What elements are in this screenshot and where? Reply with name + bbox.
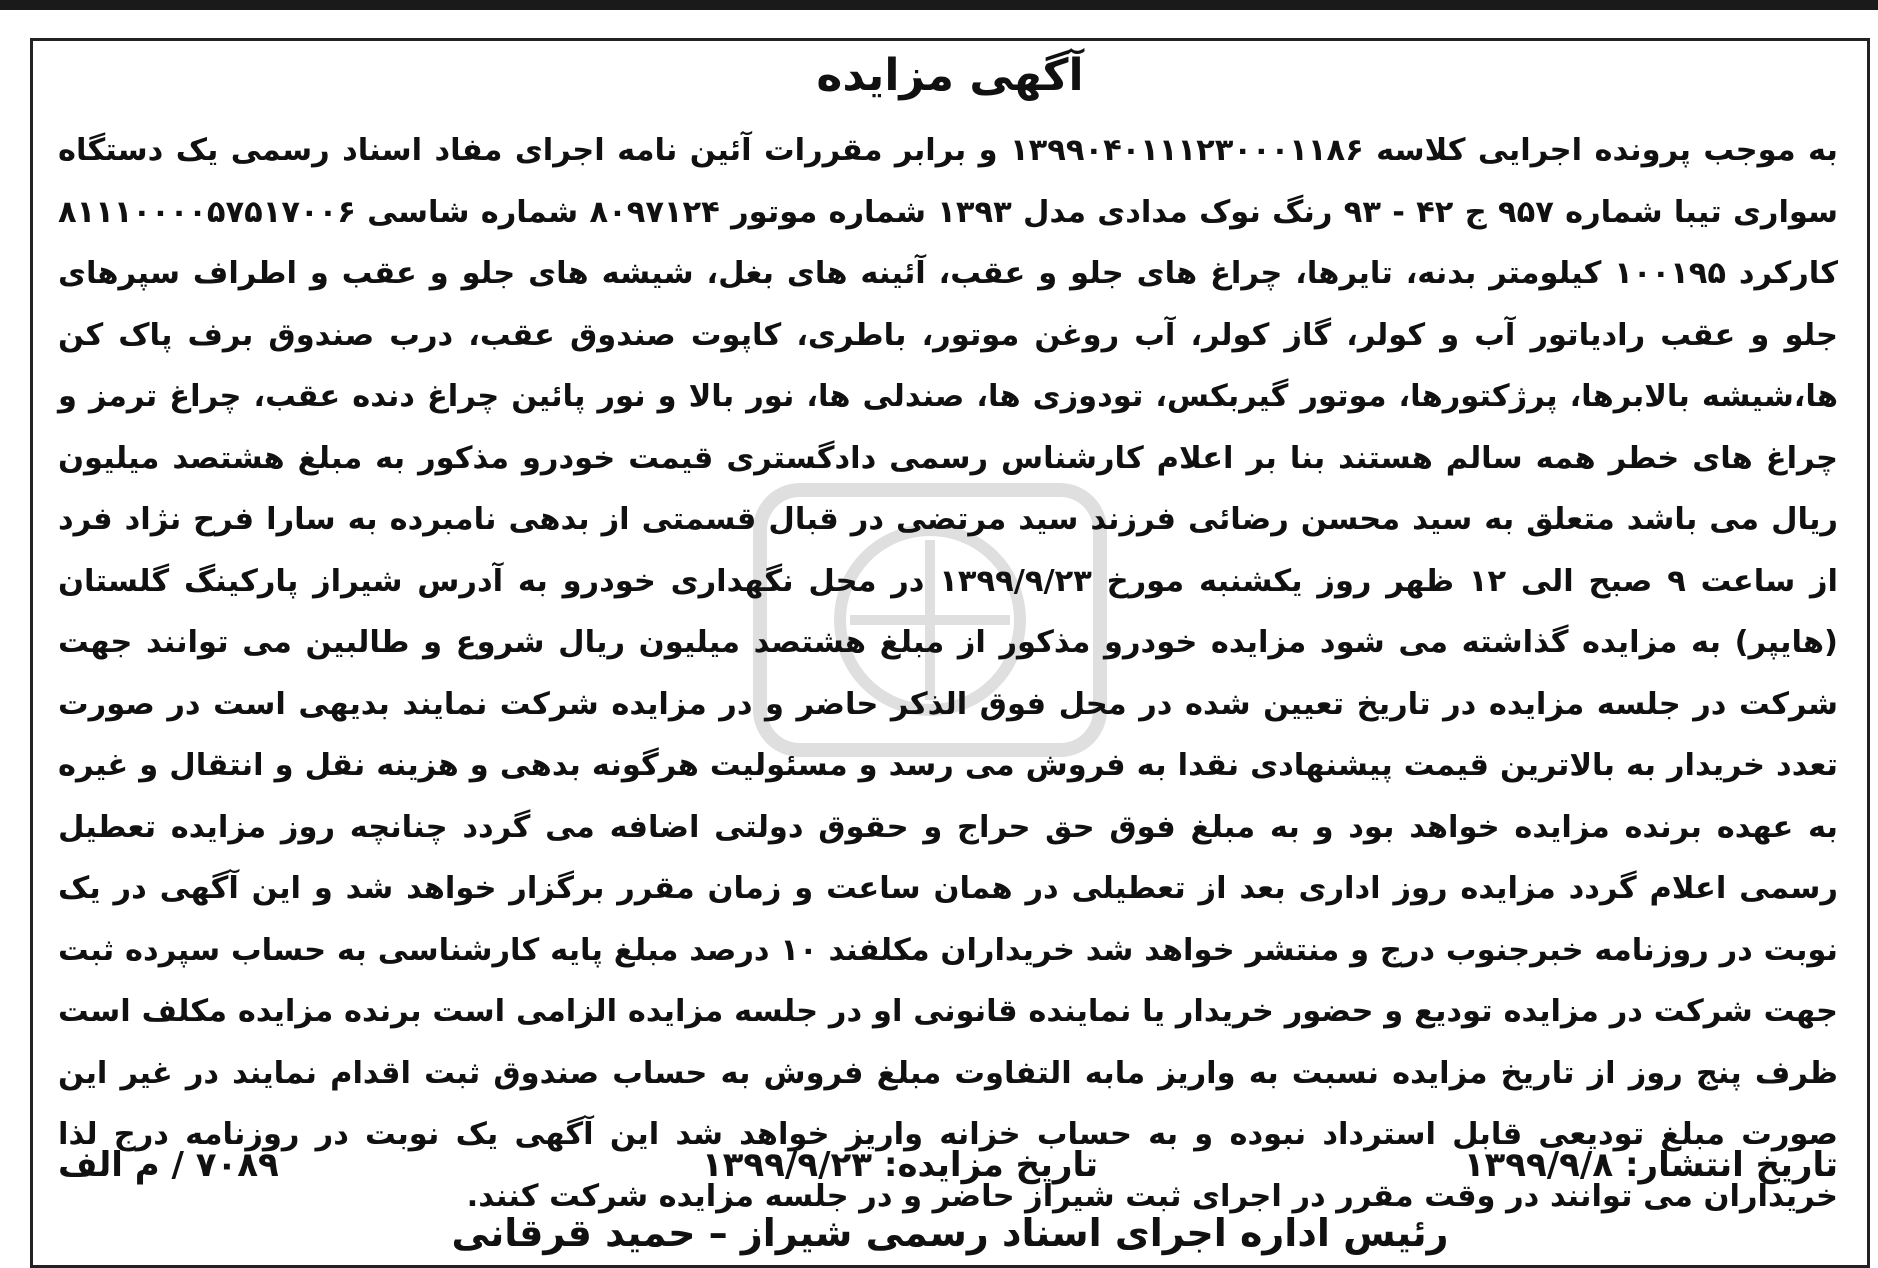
publish-date: تاریخ انتشار: ۱۳۹۹/۹/۸ (1463, 1145, 1838, 1185)
notice-body: به موجب پرونده اجرایی کلاسه ۱۳۹۹۰۴۰۱۱۱۲۳۰۰۰۱۱۸۶ و برابر مقررات آئین نامه اجرای مفاد اسناد رسمی یک دستگاه سواری تیبا شماره ۹۵۷ ج ۴۲ - ۹۳ رنگ نوک مدادی مدل ۱۳۹۳ شماره موتور ۸۰۹۷۱۲۴ شماره شاسی ۸۱۱۱۰۰۰۰۵۷۵۱۷۰۰۶ کارکرد ۱۰۰۱۹۵ کیلومتر بدنه، تایرها، چراغ های جلو و عقب، آئینه های بغل، شیشه های جلو و عقب و اطراف سپرهای جلو و عقب رادیاتور آب و کولر، گاز کولر، آب روغن موتور، باطری، کاپوت صندوق عقب، درب صندوق برف پاک کن ها،شیشه بالابرها، پرژکتورها، موتور گیربکس، تودوزی ها، صندلی ها، نور بالا و نور پائین چراغ دنده عقب، چراغ ترمز و چراغ های خطر همه سالم هستند بنا بر اعلام کارشناس رسمی دادگستری قیمت خودرو مذکور به مبلغ هشتصد میلیون ریال می باشد متعلق به سید محسن رضائی فرزند سید مرتضی در قبال قسمتی از بدهی نامبرده به سارا فرح نژاد فرد از ساعت ۹ صبح الی ۱۲ ظهر روز یکشنبه مورخ ۱۳۹۹/۹/۲۳ در محل نگهداری خودرو به آدرس شیراز پارکینگ گلستان (هایپر) به مزایده گذاشته می شود مزایده خودرو مذکور از مبلغ هشتصد میلیون ریال شروع و طالبین می توانند جهت شرکت در جلسه مزایده در تاریخ تعیین شده در محل فوق الذکر حاضر و در مزایده شرکت نمایند بدیهی است در صورت تعدد خریدار به بالاترین قیمت پیشنهادی نقدا به فروش می رسد و مسئولیت هرگونه بدهی و هزینه نقل و انتقال و غیره به عهده برنده مزایده خواهد بود و به مبلغ فوق حق حراج و حقوق دولتی اضافه می گردد چنانچه روز مزایده تعطیل رسمی اعلام گردد مزایده روز اداری بعد از تعطیلی در همان ساعت و زمان مقرر برگزار خواهد شد و این آگهی در یک نوبت در روزنامه خبرجنوب درج و منتشر خواهد شد خریداران مکلفند ۱۰ درصد مبلغ پایه کارشناسی به حساب سپرده ثبت جهت شرکت در مزایده تودیع و حضور خریدار یا نماینده قانونی او در جلسه مزایده الزامی است برنده مزایده مکلف است ظرف پنج روز از تاریخ مزایده نسبت به واریز مابه التفاوت مبلغ فروش به حساب صندوق ثبت اقدام نمایند در غیر این صورت مبلغ تودیعی قابل استرداد نبوده و به حساب خزانه واریز خواهد شد این آگهی یک نوبت در روزنامه درج لذا خریداران می توانند در وقت مقرر در اجرای ثبت شیراز حاضر و در جلسه مزایده شرکت کنند. (58, 133, 1839, 1214)
notice-title: آگهی مزایده (816, 50, 1084, 101)
top-border-bar (0, 0, 1878, 10)
signature-line: رئیس اداره اجرای اسناد رسمی شیراز – حمید قرقانی (451, 1211, 1449, 1255)
notice-footer (58, 1137, 1838, 1197)
notice-code: ۷۰۸۹ / م الف (58, 1145, 279, 1185)
auction-date: تاریخ مزایده: ۱۳۹۹/۹/۲۳ (701, 1145, 1098, 1185)
